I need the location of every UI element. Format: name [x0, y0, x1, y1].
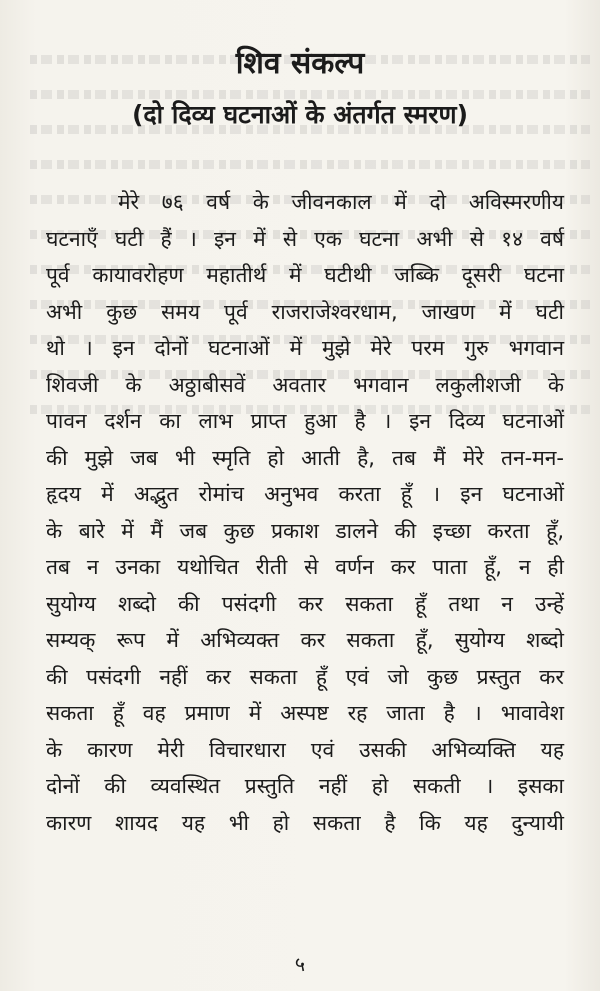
- text-line: सम्यक् रूप में अभिव्यक्त कर सकता हूँ, सुयोग्य शब्दो: [46, 628, 564, 652]
- text-line: शिवजी के अठ्ठाबीसवें अवतार भगवान लकुलीशजी के: [46, 372, 564, 397]
- text-line: सकता हूँ वह प्रमाण में अस्पष्ट रह जाता है । भावावेश: [46, 701, 564, 725]
- text-line: पावन दर्शन का लाभ प्राप्त हुआ है । इन दिव्य घटनाओं: [46, 409, 564, 433]
- text-line: तब न उनका यथोचित रीती से वर्णन कर पाता हूँ, न ही: [46, 555, 564, 579]
- text-line: कारण शायद यह भी हो सकता है कि यह दुन्यायी: [46, 810, 564, 835]
- page-title: शिव संकल्प: [235, 46, 365, 81]
- text-line: मेरे ७६ वर्ष के जीवनकाल में दो अविस्मरणीय: [118, 190, 564, 214]
- page-subtitle: (दो दिव्य घटनाओं के अंतर्गत स्मरण): [131, 100, 469, 129]
- text-line: सुयोग्य शब्दो की पसंदगी कर सकता हूँ तथा न उन्हें: [46, 591, 564, 616]
- text-line: दोनों की व्यवस्थित प्रस्तुति नहीं हो सकती । इसका: [46, 774, 564, 798]
- text-line: के बारे में मैं जब कुछ प्रकाश डालने की इच्छा करता हूँ,: [46, 518, 564, 543]
- text-line: की मुझे जब भी स्मृति हो आती है, तब मैं मेरे तन-मन-: [46, 445, 564, 470]
- text-line: अभी कुछ समय पूर्व राजराजेश्वरधाम, जाखण में घटी: [46, 299, 564, 324]
- text-line: की पसंदगी नहीं कर सकता हूँ एवं जो कुछ प्रस्तुत कर: [46, 664, 564, 689]
- text-line: के कारण मेरी विचारधारा एवं उसकी अभिव्यक्ति यह: [46, 737, 564, 762]
- text-line: घटनाएँ घटी हैं । इन में से एक घटना अभी से १४ वर्ष: [46, 226, 564, 251]
- text-line: हृदय में अद्भुत रोमांच अनुभव करता हूँ । इन घटनाओं: [46, 482, 564, 506]
- page-number: ५: [294, 952, 306, 976]
- body-text: [46, 184, 564, 841]
- text-line: थो । इन दोनों घटनाओं में मुझे मेरे परम गुरु भगवान: [46, 336, 564, 360]
- text-line: पूर्व कायावरोहण महातीर्थ में घटीथी जब्कि दूसरी घटना: [46, 263, 564, 287]
